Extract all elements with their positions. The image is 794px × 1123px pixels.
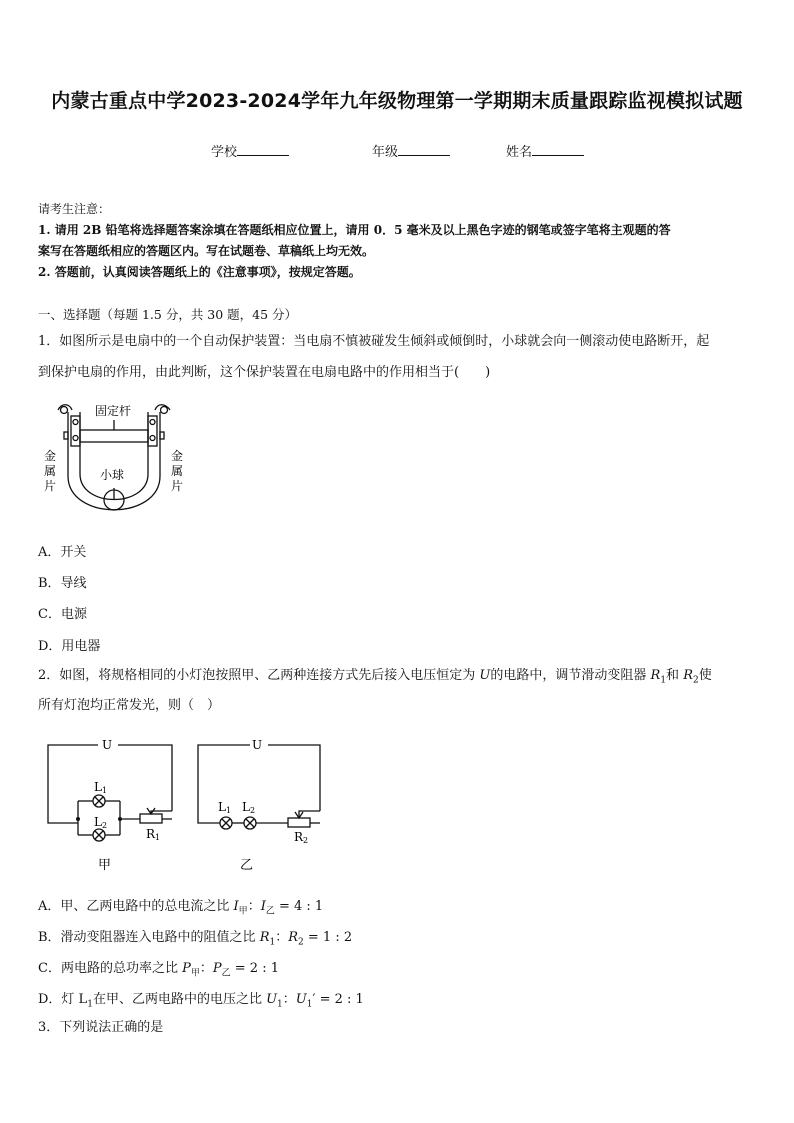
ball-label: 小球 <box>100 468 125 482</box>
left-metal-label-1: 金 <box>44 449 57 463</box>
section1-heading: 一、选择题（每题 1.5 分，共 30 题，45 分） <box>38 307 298 322</box>
right-metal-label-1: 金 <box>171 449 184 463</box>
q3-line1: 3．下列说法正确的是 <box>38 1020 164 1035</box>
school-blank[interactable] <box>237 143 289 156</box>
grade-field[interactable] <box>372 141 450 160</box>
left-metal-label-3: 片 <box>44 479 57 493</box>
notice-item2: 2. 答题前，认真阅读答题纸上的《注意事项》，按规定答题。 <box>38 265 361 279</box>
q1-line2: 到保护电扇的作用，由此判断，这个保护装置在电扇电路中的作用相当于( ) <box>38 365 491 380</box>
jia-U-label: U <box>102 738 113 752</box>
yi-R2-label: R2 <box>294 830 309 845</box>
yi-L2-label: L2 <box>242 800 256 815</box>
grade-label: 年级 <box>372 145 399 160</box>
yi-L1-label: L1 <box>218 800 232 815</box>
notice-item1-line1: 1. 请用 2B 铅笔将选择题答案涂填在答题纸相应位置上，请用 0．5 毫米及以上黑色字迹的钢笔或签字笔将主观题的答 <box>38 223 671 237</box>
rod-label: 固定杆 <box>95 404 132 418</box>
jia-caption: 甲 <box>98 858 112 873</box>
q2-line2: 所有灯泡均正常发光，则（ ） <box>38 698 221 713</box>
q1-option-c[interactable]: C．电源 <box>38 607 87 622</box>
school-label: 学校 <box>211 145 238 160</box>
q2-circuit-jia <box>40 735 180 877</box>
right-metal-label-3: 片 <box>171 479 184 493</box>
q1-option-d[interactable]: D．用电器 <box>38 639 101 654</box>
yi-U-label: U <box>252 738 263 752</box>
grade-blank[interactable] <box>398 143 450 156</box>
jia-L1-label: L1 <box>94 780 108 795</box>
notice-item1-line2: 案写在答题纸相应的答题区内。写在试题卷、草稿纸上均无效。 <box>38 244 375 258</box>
q2-option-c[interactable]: C．两电路的总功率之比 $P_甲$：$P_乙 = 2$ : 1 <box>38 961 279 979</box>
right-metal-label-2: 属 <box>171 464 184 478</box>
name-blank[interactable] <box>532 143 584 156</box>
q2-circuit-yi <box>192 735 332 877</box>
left-metal-label-2: 属 <box>44 464 57 478</box>
school-field[interactable] <box>211 141 289 160</box>
q2-option-a[interactable]: A．甲、乙两电路中的总电流之比 $I_甲$：$I_乙 = 4$ : 1 <box>38 899 324 917</box>
q1-option-b[interactable]: B．导线 <box>38 576 87 591</box>
jia-R1-label: R1 <box>146 827 161 842</box>
jia-L2-label: L2 <box>94 815 108 830</box>
q1-line1: 1．如图所示是电扇中的一个自动保护装置：当电扇不慎被碰发生倾斜或倾倒时，小球就会向一侧滚动使电路断开，起 <box>38 334 710 349</box>
q2-line1: 2．如图，将规格相同的小灯泡按照甲、乙两种连接方式先后接入电压恒定为 U的电路中，调节滑动变阻器 $R_1$和 $R_2$使 <box>38 668 712 686</box>
page-title: 内蒙古重点中学2023-2024学年九年级物理第一学期期末质量跟踪监视模拟试题 <box>51 90 743 112</box>
notice-heading: 请考生注意： <box>38 202 111 216</box>
yi-caption: 乙 <box>240 858 254 873</box>
name-label: 姓名 <box>506 145 533 160</box>
q2-option-b[interactable]: B．滑动变阻器连入电路中的阻值之比 $R_1$：$R_2 = 1$ : 2 <box>38 930 353 948</box>
q1-protection-device-figure <box>40 396 190 524</box>
name-field[interactable] <box>506 141 584 160</box>
q1-option-a[interactable]: A．开关 <box>38 545 87 560</box>
q2-option-d[interactable]: D．灯 $L_1$在甲、乙两电路中的电压之比 $U_1$：$U_1' = 2$ : 1 <box>38 992 364 1010</box>
